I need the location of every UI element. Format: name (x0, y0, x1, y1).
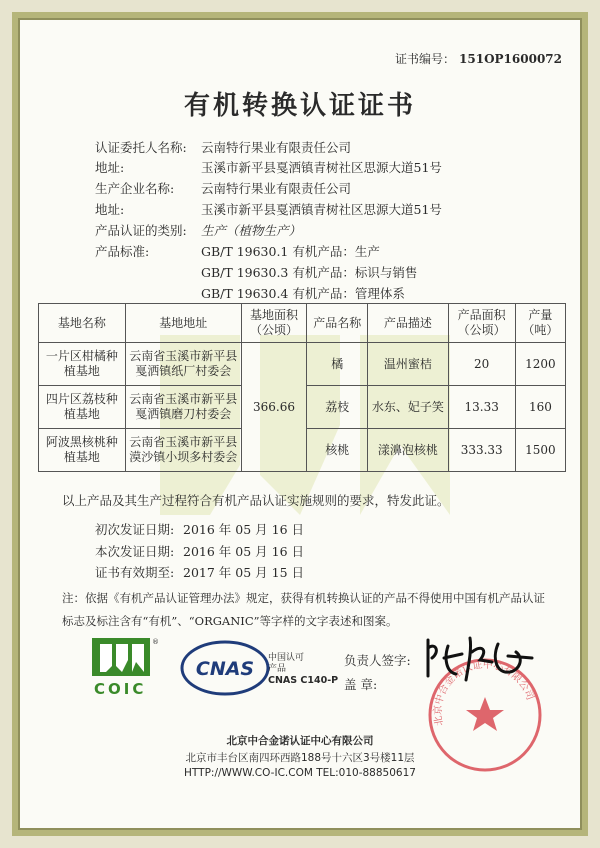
table-cell-total-area: 366.66 (241, 343, 306, 472)
table-header: 产量（吨） (515, 304, 565, 343)
table-cell: 160 (515, 386, 565, 429)
cnas-logo-icon (180, 640, 270, 696)
table-header: 产品面积（公顷） (448, 304, 515, 343)
certificate-number (395, 50, 562, 67)
table-cell: 水东、妃子笑 (368, 386, 448, 429)
certificate-number-label: 证书编号： (395, 52, 456, 66)
certificate-number-value: 151OP1600072 (459, 52, 562, 66)
info-row: 生产企业名称: 云南特行果业有限责任公司 (95, 181, 352, 196)
cnas-logo-text: CNAS (195, 658, 255, 680)
signature-icon (420, 628, 540, 688)
table-header: 基地面积（公顷） (241, 304, 306, 343)
coic-logo-text: COIC (94, 680, 147, 698)
table-cell: 一片区柑橘种植基地 (39, 343, 126, 386)
cnas-accreditation: 中国认可 产品 CNAS C140-P (268, 653, 339, 686)
date-row: 初次发证日期: 2016 年 05 月 16 日 (95, 522, 304, 537)
table-cell: 云南省玉溪市新平县漠沙镇小坝多村委会 (125, 429, 241, 472)
table-cell: 温州蜜桔 (368, 343, 448, 386)
table-cell: 荔枝 (307, 386, 368, 429)
footnote: 注：依据《有机产品认证管理办法》规定，获得有机转换认证的产品不得使用中国有机产品认证标志及标注含有“有机”、“ORGANIC”等字样的文字表述和图案。 (62, 591, 545, 628)
info-row: 产品认证的类别: 生产（植物生产） (95, 223, 302, 238)
footer-contact: HTTP://WWW.CO-IC.COM TEL:010-88850617 (184, 767, 416, 779)
table-header: 产品名称 (307, 304, 368, 343)
info-row: 产品标准: GB/T 19630.1 有机产品：生产 (95, 244, 380, 259)
table-cell: 云南省玉溪市新平县戛洒镇磨刀村委会 (125, 386, 241, 429)
table-cell: 1500 (515, 429, 565, 472)
table-header-row (39, 304, 566, 343)
table-cell: 云南省玉溪市新平县戛洒镇纸厂村委会 (125, 343, 241, 386)
table-cell: 核桃 (307, 429, 368, 472)
statement: 以上产品及其生产过程符合有机产品认证实施规则的要求，特发此证。 (62, 493, 450, 508)
svg-text:®: ® (152, 638, 159, 646)
table-row (39, 343, 566, 386)
info-row: 地址: 玉溪市新平县戛洒镇青树社区思源大道51号 (95, 202, 442, 217)
table-header: 基地名称 (39, 304, 126, 343)
table-header: 基地地址 (125, 304, 241, 343)
date-row: 本次发证日期: 2016 年 05 月 16 日 (95, 544, 304, 559)
table-cell: 20 (448, 343, 515, 386)
base-table (38, 303, 566, 472)
seal-text: 北京中合金诺认证中心有限公司 (432, 659, 536, 727)
table-cell: 漾濞泡核桃 (368, 429, 448, 472)
coic-logo-icon (90, 636, 162, 698)
table-cell: 333.33 (448, 429, 515, 472)
table-cell: 13.33 (448, 386, 515, 429)
footer-address: 北京市丰台区南四环西路188号十六区3号楼11层 (185, 752, 415, 764)
table-cell: 1200 (515, 343, 565, 386)
standard-row: GB/T 19630.4 有机产品：管理体系 (201, 286, 405, 301)
table-cell: 四片区荔枝种植基地 (39, 386, 126, 429)
table-cell: 阿波黑核桃种植基地 (39, 429, 126, 472)
info-row: 地址: 玉溪市新平县戛洒镇青树社区思源大道51号 (95, 160, 442, 175)
signature-label: 负责人签字: (344, 653, 411, 668)
table-cell: 橘 (307, 343, 368, 386)
page-title: 有机转换认证证书 (183, 91, 416, 121)
standard-row: GB/T 19630.3 有机产品：标识与销售 (201, 265, 418, 280)
date-row: 证书有效期至: 2017 年 05 月 15 日 (95, 565, 304, 580)
info-row: 认证委托人名称: 云南特行果业有限责任公司 (95, 140, 352, 155)
footer-company: 北京中合金诺认证中心有限公司 (226, 735, 374, 747)
seal-label: 盖 章: (344, 677, 378, 692)
table-header: 产品描述 (368, 304, 448, 343)
